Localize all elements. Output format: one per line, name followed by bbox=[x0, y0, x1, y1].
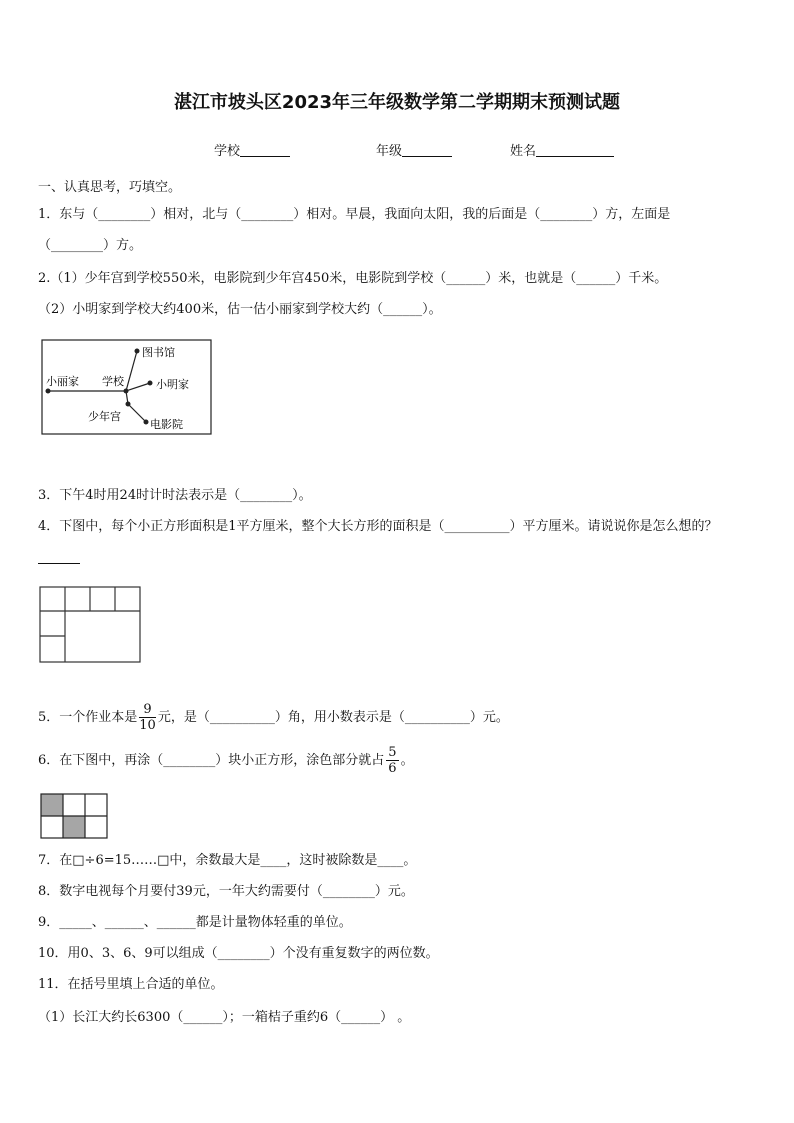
road-school-library bbox=[126, 351, 137, 391]
fraction-numerator: 5 bbox=[388, 745, 397, 760]
cinema-label: 电影院 bbox=[150, 418, 183, 431]
library-label: 图书馆 bbox=[142, 346, 175, 359]
map-diagram bbox=[40, 338, 214, 438]
question-10: 10．用0、3、6、9可以组成（________）个没有重复数字的两位数。 bbox=[38, 946, 439, 961]
school-label: 学校 bbox=[102, 375, 124, 388]
grade-label: 年级 bbox=[376, 144, 403, 159]
school-blank[interactable] bbox=[240, 142, 290, 157]
question-11: 11．在括号里填上合适的单位。 bbox=[38, 977, 224, 992]
rectangle-grid bbox=[39, 586, 143, 664]
question-1-line-2: （________）方。 bbox=[38, 238, 143, 253]
fraction-denominator: 10 bbox=[139, 718, 156, 733]
palace-dot bbox=[126, 402, 131, 407]
question-5-prefix: 5．一个作业本是 bbox=[38, 710, 138, 725]
grade-blank[interactable] bbox=[402, 142, 452, 157]
fraction-denominator: 6 bbox=[388, 761, 397, 776]
xiaoming-label: 小明家 bbox=[156, 378, 189, 391]
library-dot bbox=[135, 349, 140, 354]
question-4: 4．下图中，每个小正方形面积是1平方厘米，整个大长方形的面积是（__________）平方厘米。请说说你是怎么想的？ bbox=[38, 519, 718, 534]
question-3: 3．下午4时用24时计时法表示是（________）。 bbox=[38, 488, 312, 503]
question-6 bbox=[38, 744, 414, 778]
question-5-suffix: 元，是（__________）角，用小数表示是（__________）元。 bbox=[157, 710, 509, 725]
question-2-part-1: 2.（1）少年宫到学校550米，电影院到少年宫450米，电影院到学校（______）米，也就是（______）千米。 bbox=[38, 271, 668, 286]
cinema-dot bbox=[144, 420, 149, 425]
shaded-cell bbox=[41, 794, 63, 816]
xiaoming-dot bbox=[148, 381, 153, 386]
question-8: 8．数字电视每个月要付39元，一年大约需要付（________）元。 bbox=[38, 884, 414, 899]
question-6-suffix: 。 bbox=[400, 753, 414, 768]
fraction-numerator: 9 bbox=[139, 702, 156, 718]
school-label: 学校 bbox=[214, 144, 241, 159]
question-5 bbox=[38, 701, 509, 735]
question-1-line-1: 1．东与（________）相对，北与（________）相对。早晨，我面向太阳，我的后面是（________）方，左面是 bbox=[38, 207, 671, 222]
road-palace-cinema bbox=[128, 404, 146, 422]
fraction-5-6 bbox=[386, 745, 398, 776]
name-field[interactable] bbox=[510, 140, 614, 159]
palace-label: 少年宫 bbox=[88, 410, 121, 423]
school-dot bbox=[124, 389, 129, 394]
question-9: 9．_____、______、______都是计量物体轻重的单位。 bbox=[38, 915, 352, 930]
road-school-xiaoming bbox=[126, 383, 150, 391]
section-heading: 一、认真思考，巧填空。 bbox=[38, 180, 182, 195]
question-11-part-1: （1）长江大约长6300（______）；一箱桔子重约6（______） 。 bbox=[38, 1010, 411, 1025]
name-blank[interactable] bbox=[536, 142, 614, 157]
question-7: 7．在□÷6=15……□中，余数最大是____，这时被除数是____。 bbox=[38, 853, 417, 868]
question-2-part-2: （2）小明家到学校大约400米，估一估小丽家到学校大约（______）。 bbox=[38, 302, 442, 317]
xiaoli-label: 小丽家 bbox=[46, 375, 79, 388]
question-6-prefix: 6．在下图中，再涂（________）块小正方形，涂色部分就占 bbox=[38, 753, 385, 768]
grade-field[interactable] bbox=[376, 140, 452, 159]
name-label: 姓名 bbox=[510, 144, 537, 159]
shading-grid bbox=[40, 793, 108, 839]
school-field[interactable] bbox=[214, 140, 290, 159]
page-title: 湛江市坡头区2023年三年级数学第二学期期末预测试题 bbox=[173, 92, 621, 113]
answer-line[interactable] bbox=[38, 563, 80, 564]
fraction-9-10 bbox=[139, 702, 156, 733]
shaded-cell bbox=[63, 816, 85, 838]
xiaoli-dot bbox=[46, 389, 51, 394]
